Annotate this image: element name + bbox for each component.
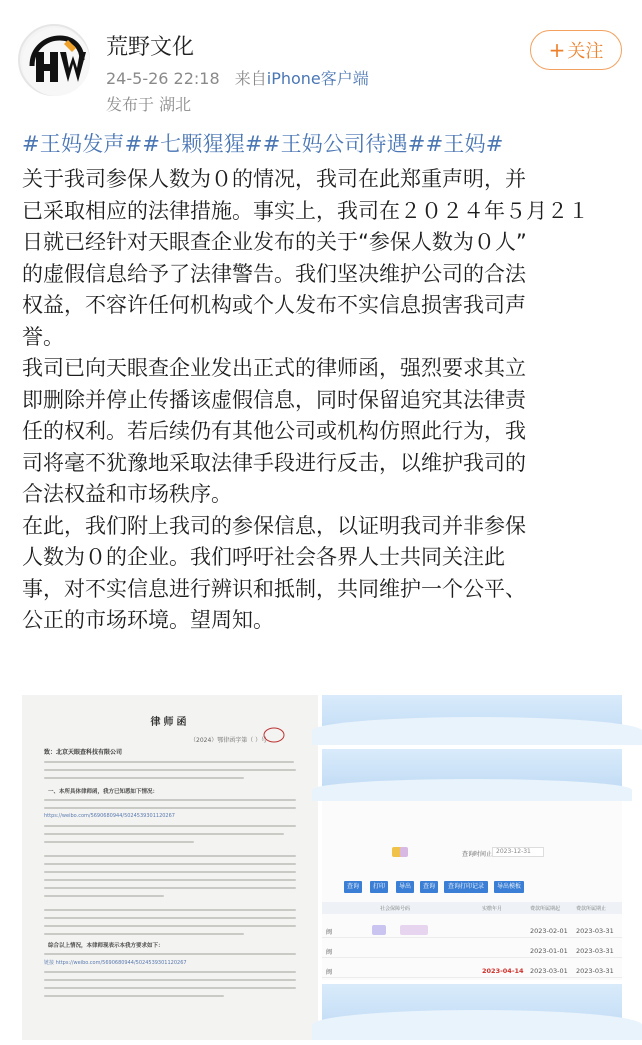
- period-end: 2023-03-31: [576, 947, 614, 955]
- period-start: 2023-01-01: [530, 947, 568, 955]
- doc-text-line: [44, 799, 296, 801]
- blur-mark: [372, 925, 386, 935]
- doc-section-1: 一、本所具体律师函，我方已知悉如下情况：: [48, 789, 159, 795]
- source-prefix: 来自: [234, 69, 267, 88]
- doc-text-line: [44, 807, 296, 809]
- follow-label: 关注: [567, 41, 604, 62]
- period-start: 2023-03-01: [530, 967, 568, 975]
- text-line: 任的权利。若后续仍有其他公司或机构仿照此行为，我: [22, 419, 526, 443]
- row-mark: 闽: [326, 929, 333, 936]
- doc-text-line: [44, 953, 296, 955]
- banner-image-top[interactable]: [322, 695, 622, 745]
- doc-text-line: [44, 925, 296, 927]
- text-line: 合法权益和市场秩序。: [22, 482, 232, 506]
- paragraph-3: [22, 511, 622, 637]
- doc-text-line: [44, 769, 296, 771]
- text-line: 在此，我们附上我司的参保信息，以证明我司并非参保: [22, 513, 526, 538]
- text-line: 誉。: [22, 324, 64, 349]
- period-end: 2023-03-31: [576, 967, 614, 975]
- doc-section-2: 综合以上情况，本律师现表示本我方要求如下：: [48, 943, 164, 949]
- column-header: 费款所属期起: [530, 906, 561, 912]
- doc-text-line: [44, 871, 296, 873]
- row-divider: [322, 977, 622, 978]
- column-header: 费款所属期止: [576, 906, 607, 912]
- doc-text-line: [44, 863, 296, 865]
- row-divider: [322, 937, 622, 938]
- doc-text-line: [44, 909, 296, 911]
- text-line: 关于我司参保人数为０的情况，我司在此郑重声明，并: [22, 167, 526, 191]
- banner-image-bottom[interactable]: [322, 984, 622, 1040]
- image-attachments: [22, 695, 622, 1040]
- doc-text-line: [44, 979, 296, 981]
- text-line: 日就已经针对天眼查企业发布的关于“参保人数为０人”: [22, 230, 527, 254]
- follow-button[interactable]: [530, 30, 622, 70]
- doc-url-1: https://weibo.com/5690680944/5024539301120267: [44, 813, 175, 819]
- paid-date: 2023-04-14: [482, 967, 524, 975]
- cloud-shape: [312, 717, 642, 745]
- doc-text-line: [44, 933, 244, 935]
- doc-url-2: 链接 https://weibo.com/5690680944/5024539301120267: [44, 960, 187, 966]
- filter-label: 查询时间止: [462, 851, 493, 858]
- query-print-record-button[interactable]: 查询打印记录: [444, 881, 488, 893]
- paragraph-2: [22, 353, 622, 511]
- paragraph-1: [22, 164, 622, 353]
- hashtag-links[interactable]: #王妈发声##七颗猩猩##王妈公司待遇##王妈#: [22, 132, 504, 156]
- cloud-shape: [312, 779, 632, 801]
- doc-text-line: [44, 879, 296, 881]
- print-button[interactable]: 打印: [370, 881, 388, 893]
- doc-title: 律师函: [150, 717, 190, 728]
- column-header: 实缴年月: [482, 906, 503, 912]
- lawyer-letter-image[interactable]: [22, 695, 318, 1040]
- doc-text-line: [44, 917, 296, 919]
- plus-icon: +: [548, 38, 566, 62]
- blur-mark: [400, 925, 428, 935]
- doc-text-line: [44, 855, 296, 857]
- date-input[interactable]: 2023-12-31: [492, 847, 544, 857]
- doc-text-line: [44, 761, 294, 763]
- period-start: 2023-02-01: [530, 927, 568, 935]
- text-line: 我司已向天眼查企业发出正式的律师函，强烈要求其立: [22, 356, 526, 380]
- text-line: 事，对不实信息进行辨识和抵制，共同维护一个公平、: [22, 576, 526, 601]
- blur-mark: [400, 847, 408, 857]
- doc-text-line: [44, 971, 296, 973]
- source-client-link[interactable]: iPhone客户端: [266, 69, 369, 88]
- period-end: 2023-03-31: [576, 927, 614, 935]
- post-meta: [106, 66, 369, 89]
- post-header: [0, 0, 640, 122]
- column-header: 社会保障号码: [380, 906, 411, 912]
- query-button[interactable]: 查询: [344, 881, 362, 893]
- doc-text-line: [44, 833, 284, 835]
- text-line: 司将毫不犹豫地采取法律手段进行反击，以维护我司的: [22, 450, 526, 475]
- text-line: 人数为０的企业。我们呼吁社会各界人士共同关注此: [22, 545, 505, 569]
- text-line: 的虚假信息给予了法律警告。我们坚决维护公司的合法: [22, 261, 526, 286]
- doc-text-line: [44, 825, 296, 827]
- account-name[interactable]: 荒野文化: [106, 35, 195, 60]
- doc-text-line: [44, 841, 194, 843]
- doc-text-line: [44, 995, 224, 997]
- post-location: 发布于 湖北: [106, 95, 192, 114]
- text-line: 即删除并停止传播该虚假信息，同时保留追究其法律责: [22, 387, 526, 412]
- post-body: [22, 164, 622, 637]
- hw-logo-icon[interactable]: [18, 24, 90, 96]
- doc-number: （2024）鄂律函字第（ ）号: [190, 737, 268, 744]
- doc-text-line: [44, 895, 164, 897]
- export-template-button[interactable]: 导出模板: [494, 881, 524, 893]
- cloud-shape: [312, 1010, 642, 1040]
- insurance-records-image[interactable]: [322, 749, 622, 980]
- search-button[interactable]: 查询: [420, 881, 438, 893]
- text-line: 权益，不容许任何机构或个人发布不实信息损害我司声: [22, 293, 526, 317]
- doc-addressee: 致：北京天眼查科技有限公司: [44, 749, 123, 756]
- doc-text-line: [44, 777, 244, 779]
- row-divider: [322, 957, 622, 958]
- doc-text-line: [44, 887, 296, 889]
- doc-text-line: [44, 987, 296, 989]
- post-timestamp: 24-5-26 22:18: [106, 69, 220, 88]
- text-line: 已采取相应的法律措施。事实上，我司在２０２４年５月２１: [22, 198, 589, 223]
- text-line: 公正的市场环境。望周知。: [22, 608, 274, 632]
- seal-mark-icon: [262, 725, 286, 745]
- row-mark: 闽: [326, 949, 333, 956]
- export-button[interactable]: 导出: [396, 881, 414, 893]
- row-mark: 闽: [326, 969, 333, 976]
